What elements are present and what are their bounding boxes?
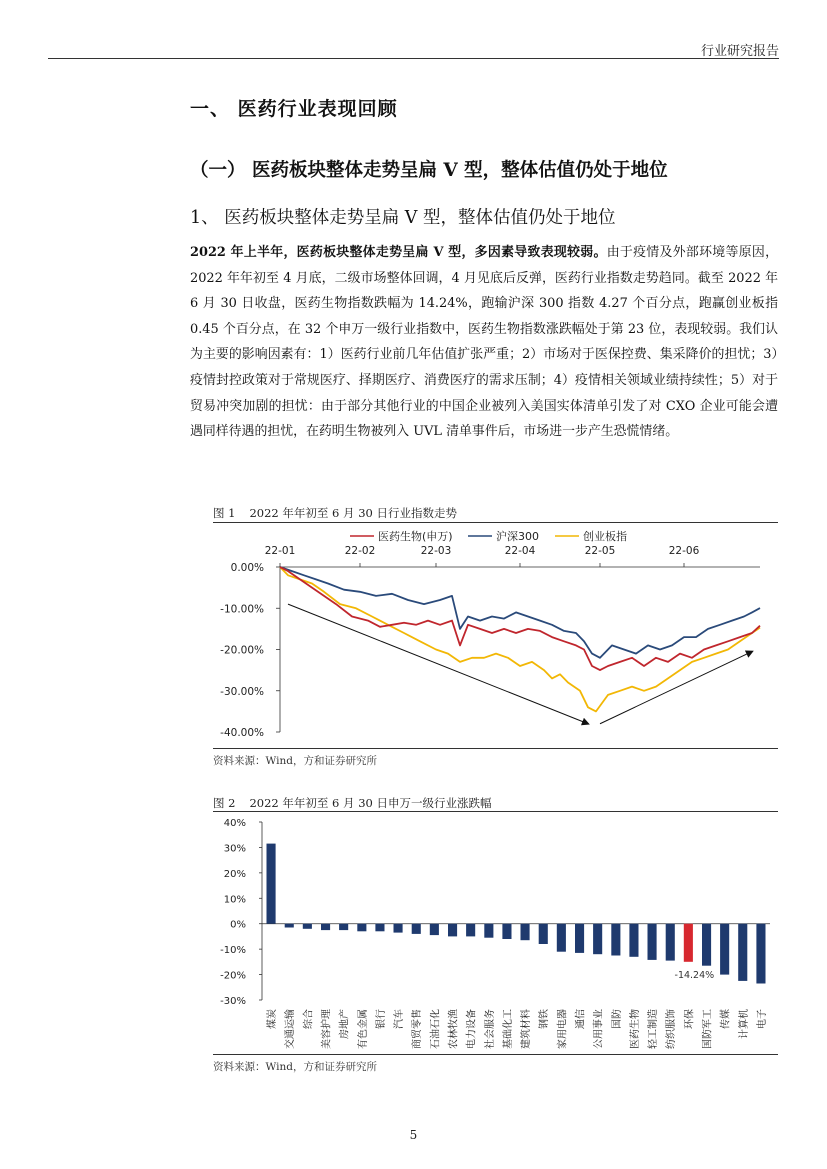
- category-label: 煤炭: [267, 1009, 279, 1029]
- bar: [303, 924, 312, 929]
- y-tick-label: -40.00%: [220, 727, 264, 739]
- trend-arrow-up: [600, 652, 752, 724]
- y-tick-label: 0.00%: [230, 562, 264, 574]
- figure2-top-rule: [213, 811, 778, 812]
- category-label: 农林牧渔: [448, 1009, 460, 1049]
- category-label: 计算机: [738, 1009, 750, 1039]
- category-label: 社会服务: [484, 1009, 496, 1049]
- bar: [285, 924, 294, 928]
- bar: [756, 924, 765, 984]
- category-label: 传媒: [720, 1009, 732, 1029]
- category-label: 纺织服饰: [666, 1009, 678, 1049]
- bar: [394, 924, 403, 933]
- bar: [611, 924, 620, 956]
- bar: [575, 924, 584, 953]
- figure2-bottom-rule: [213, 1054, 778, 1055]
- bar-chart-sector-returns: [210, 813, 780, 1053]
- y-tick-label: -10%: [220, 945, 246, 957]
- bar: [702, 924, 711, 966]
- category-label: 钢铁: [539, 1009, 551, 1029]
- x-tick-label: 22-05: [584, 545, 616, 557]
- y-tick-label: -20%: [220, 970, 246, 982]
- legend-label: 医药生物(申万): [378, 530, 453, 543]
- category-label: 医药生物: [629, 1009, 641, 1049]
- bar: [484, 924, 493, 938]
- body-paragraph: [190, 240, 778, 445]
- figure2-source: 资料来源：Wind，方和证券研究所: [213, 1061, 377, 1073]
- figure1-caption: [213, 505, 457, 521]
- y-tick-label: 20%: [223, 868, 246, 880]
- legend-label: 创业板指: [583, 530, 627, 543]
- bar: [557, 924, 566, 952]
- category-label: 公用事业: [593, 1009, 605, 1049]
- category-label: 有色金属: [357, 1009, 369, 1049]
- y-tick-label: 30%: [223, 843, 246, 855]
- bar: [430, 924, 439, 935]
- category-label: 综合: [303, 1009, 315, 1029]
- report-header-label: 行业研究报告: [700, 44, 779, 59]
- series-line: [280, 567, 760, 711]
- section-heading: 一、 医药行业表现回顾: [190, 98, 398, 120]
- page-number: 5: [409, 1128, 418, 1142]
- x-tick-label: 22-02: [344, 545, 376, 557]
- bar: [539, 924, 548, 944]
- bar: [321, 924, 330, 930]
- paragraph-lead: 2022 年上半年，医药板块整体走势呈扁 V 型，多因素导致表现较弱。: [190, 245, 607, 260]
- bar: [339, 924, 348, 930]
- category-label: 商贸零售: [412, 1009, 424, 1049]
- category-label: 汽车: [394, 1009, 406, 1029]
- bar: [648, 924, 657, 960]
- category-label: 环保: [684, 1009, 696, 1029]
- category-label: 美容护理: [321, 1009, 333, 1049]
- category-label: 交通运输: [285, 1009, 297, 1049]
- y-tick-label: 40%: [223, 818, 246, 829]
- figure1-number: 图 1: [213, 506, 236, 520]
- x-tick-label: 22-04: [504, 545, 536, 557]
- y-tick-label: 10%: [223, 894, 246, 906]
- y-tick-label: -20.00%: [220, 644, 264, 657]
- category-label: 轻工制造: [648, 1009, 660, 1049]
- paragraph-body: 由于疫情及外部环境等原因，2022 年年初至 4 月底，二级市场整体回调，4 月见底后反弹，医药行业指数走势趋同。截至 2022 年 6 月 30 日收盘，医药生物指数跌幅为 14.24%，跑输沪深 300 指数 4.27 个百分点，跑赢创业板指 0.45 个百分点，在 32 个申万一级行业指数中，医药生物指数涨跌幅处于第 23 位，表现较弱。我们认为主要的影响因素有：1）医药行业前几年估值扩张严重；2）市场对于医保控费、集采降价的担忧；3）疫情封控政策对于常规医疗、择期医疗、消费医疗的需求压制；4）疫情相关领域业绩持续性；5）对于贸易冲突加剧的担忧：由于部分其他行业的中国企业被列入美国实体清单引发了对 CXO 企业可能会遭遇同样待遇的担忧，在药明生物被列入 UVL 清单事件后，市场进一步产生恐慌情绪。: [190, 245, 779, 440]
- y-tick-label: -30%: [220, 996, 246, 1007]
- bar: [502, 924, 511, 939]
- figure1-top-rule: [213, 522, 778, 523]
- category-label: 石油石化: [430, 1009, 442, 1049]
- category-label: 基础化工: [502, 1009, 514, 1049]
- category-label: 国防军工: [702, 1009, 714, 1049]
- subsection-heading: （一） 医药板块整体走势呈扁 V 型，整体估值仍处于地位: [190, 160, 668, 181]
- figure1-bottom-rule: [213, 748, 778, 749]
- figure1-title: 2022 年年初至 6 月 30 日行业指数走势: [249, 506, 457, 520]
- bar: [412, 924, 421, 934]
- header-rule: [48, 58, 779, 59]
- bar: [357, 924, 366, 932]
- bar: [448, 924, 457, 937]
- bar: [720, 924, 729, 975]
- figure2-number: 图 2: [213, 796, 236, 810]
- x-tick-label: 22-03: [420, 545, 452, 557]
- category-label: 房地产: [339, 1009, 351, 1039]
- bar: [521, 924, 530, 941]
- bar: [629, 924, 638, 957]
- sub-subsection-heading: 1、 医药板块整体走势呈扁 V 型，整体估值仍处于地位: [190, 208, 616, 228]
- category-label: 电子: [756, 1009, 768, 1029]
- bar: [593, 924, 602, 955]
- category-label: 电力设备: [466, 1009, 478, 1049]
- category-label: 家用电器: [557, 1009, 569, 1049]
- bar: [466, 924, 475, 937]
- category-label: 国防: [611, 1009, 623, 1029]
- bar: [375, 924, 384, 932]
- bar: [267, 844, 276, 924]
- bar: [738, 924, 747, 981]
- bar: [666, 924, 675, 961]
- x-tick-label: 22-06: [668, 545, 700, 557]
- y-tick-label: -10.00%: [220, 603, 264, 616]
- category-label: 银行: [375, 1009, 387, 1029]
- legend-label: 沪深300: [496, 530, 539, 543]
- series-line: [280, 567, 760, 658]
- figure1-source: 资料来源：Wind，方和证券研究所: [213, 755, 377, 767]
- category-label: 建筑材料: [521, 1009, 533, 1049]
- figure2-caption: [213, 795, 491, 811]
- y-tick-label: -30.00%: [220, 685, 264, 698]
- bar: [684, 924, 693, 962]
- highlight-data-label: -14.24%: [674, 969, 715, 981]
- y-tick-label: 0%: [230, 919, 246, 931]
- x-tick-label: 22-01: [264, 545, 296, 557]
- line-chart-sector-indices: [210, 524, 780, 748]
- figure2-title: 2022 年年初至 6 月 30 日申万一级行业涨跌幅: [249, 796, 492, 810]
- category-label: 通信: [575, 1009, 587, 1029]
- series-line: [280, 567, 760, 670]
